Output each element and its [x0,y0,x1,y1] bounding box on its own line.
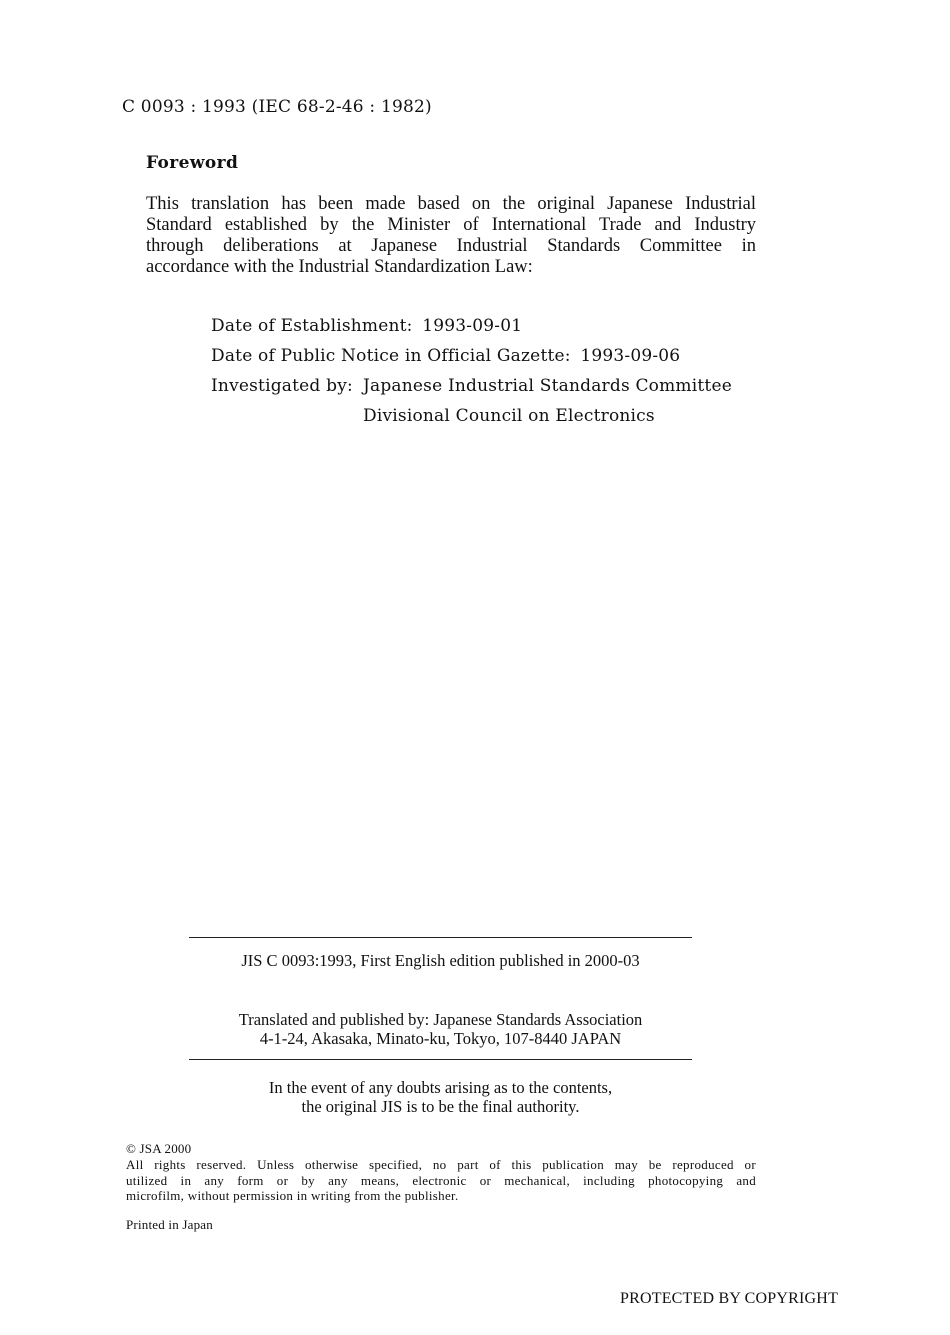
investigated-label: Investigated by: [211,376,353,396]
publisher-line-1: Translated and published by: Japanese Standards Association [238,1010,643,1029]
rights-line: All rights reserved. Unless otherwise specified, no part of this publication may be reproduced or [126,1157,756,1172]
divider-bottom [189,1059,692,1060]
foreword-line: through deliberations at Japanese Industrial Standards Committee in [146,236,756,256]
authority-line-1: In the event of any doubts arising as to the contents, [268,1078,613,1097]
investigated-line-1: Japanese Industrial Standards Committee [363,376,732,396]
authority-line-2: the original JIS is to be the final authority. [301,1097,580,1116]
foreword-heading: Foreword [146,153,239,173]
copyright-notice: © JSA 2000 [126,1141,192,1156]
printed-location: Printed in Japan [126,1217,213,1232]
divider-top [189,937,692,938]
rights-statement [126,1157,756,1204]
standard-identifier: C 0093 : 1993 (IEC 68-2-46 : 1982) [122,97,432,117]
gazette-value: 1993-09-06 [580,346,681,366]
gazette-date-row [211,346,680,366]
rights-line: utilized in any form or by any means, electronic or mechanical, including photocopying and [126,1172,756,1188]
establishment-date-row [211,316,522,336]
foreword-line: This translation has been made based on the original Japanese Industrial [146,194,756,214]
establishment-label: Date of Establishment: [211,316,413,336]
foreword-line: accordance with the Industrial Standardization Law: [146,257,533,277]
investigated-line-2: Divisional Council on Electronics [363,406,655,426]
publisher-line-2: 4-1-24, Akasaka, Minato-ku, Tokyo, 107-8440 JAPAN [259,1029,622,1048]
rights-line: microfilm, without permission in writing from the publisher. [126,1188,459,1203]
establishment-value: 1993-09-01 [422,316,523,336]
foreword-paragraph [146,194,756,278]
foreword-line: Standard established by the Minister of International Trade and Industry [146,215,756,235]
gazette-label: Date of Public Notice in Official Gazette: [211,346,571,366]
copyright-watermark: PROTECTED BY COPYRIGHT [620,1290,839,1307]
edition-statement: JIS C 0093:1993, First English edition published in 2000-03 [241,951,640,970]
